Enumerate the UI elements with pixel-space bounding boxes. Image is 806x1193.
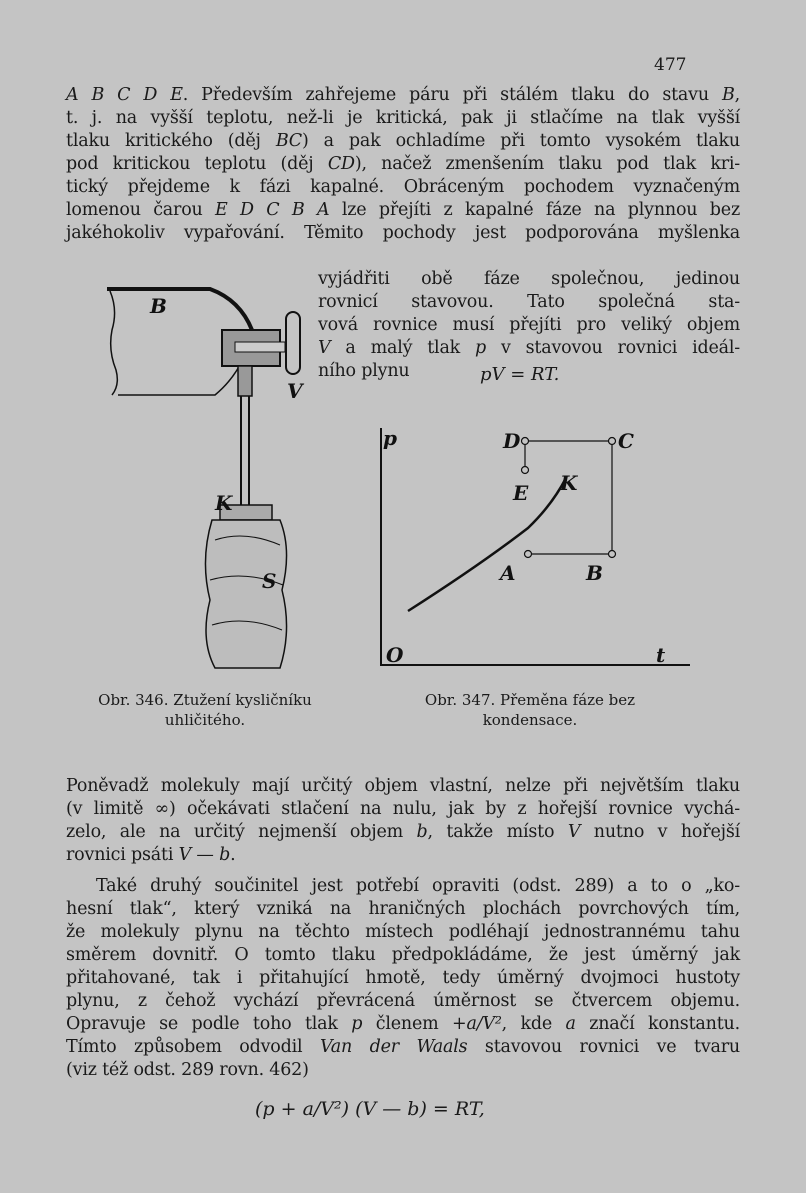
figure-347-diagram <box>380 428 690 666</box>
point-d <box>522 438 529 445</box>
text-segment: Poněvadž molekuly mají určitý objem vlastní, nelze při největším tlaku <box>66 776 740 796</box>
fig347-label-t: t <box>656 643 666 667</box>
italic-text: A B C D E <box>66 85 183 105</box>
italic-text: V <box>567 822 581 842</box>
figure-347-caption <box>400 690 660 730</box>
figure-346-caption <box>70 690 340 730</box>
italic-text: a <box>565 1014 576 1034</box>
italic-text: E D C B A <box>215 200 330 220</box>
ideal-gas-equation: pV = RT. <box>480 364 560 385</box>
italic-text: B <box>721 85 735 105</box>
fig346-label-v: V <box>287 379 303 403</box>
text-segment: (viz též odst. 289 rovn. 462) <box>66 1060 309 1080</box>
italic-text: BC <box>275 131 302 151</box>
fig347-label-b: B <box>586 561 603 585</box>
text-segment: , takže místo <box>427 822 568 842</box>
point-b <box>609 551 616 558</box>
caption-line: uhličitého. <box>164 711 246 729</box>
italic-text: p <box>475 338 487 358</box>
caption-line: kondensace. <box>482 711 578 729</box>
text-segment: plynu, z čehož vychází převrácená úměrnost se čtvercem objemu. <box>66 991 740 1011</box>
van-der-waals-equation: (p + a/V²) (V — b) = RT, <box>255 1098 485 1120</box>
text-segment: členem <box>362 1014 452 1034</box>
text-segment: jakéhokoliv vypařování. Těmito pochody jest podporována myšlenka <box>66 223 740 243</box>
text-segment: v stavovou rovnici ideál- <box>486 338 741 358</box>
text-segment: směrem dovnitř. O tomto tlaku předpokládáme, že jest úměrný jak <box>66 945 740 965</box>
fig347-label-a: A <box>500 561 516 585</box>
text-segment: Také druhý součinitel jest potřebí opraviti (odst. 289) a to o „ko- <box>96 876 740 896</box>
text-segment: tický přejdeme k fázi kapalné. Obráceným pochodem vyznačeným <box>66 177 740 197</box>
text-segment: hesní tlak“, který vzniká na hraničných plochách povrchových tím, <box>66 899 740 919</box>
text-segment: Opravuje se podle toho tlak <box>66 1014 352 1034</box>
italic-text: p <box>351 1014 363 1034</box>
text-segment: (v limitě ∞) očekávati stlačení na nulu, jak by z hořejší rovnice vychá- <box>66 799 740 819</box>
text-segment: . Především zahřejeme páru při stálém tlaku do stavu <box>182 85 722 105</box>
text-segment: , <box>734 85 740 105</box>
text-segment: že molekuly plynu na těchto místech podléhají jednostrannému tahu <box>66 922 740 942</box>
point-e <box>522 467 529 474</box>
caption-line: Obr. 346. Ztužení kysličníku <box>98 691 312 709</box>
italic-text: Van der Waals <box>319 1037 468 1057</box>
caption-line: Obr. 347. Přeměna fáze bez <box>424 691 636 709</box>
text-segment: a malý tlak <box>330 338 476 358</box>
text-segment: ), načež zmenšením tlaku pod tlak kri- <box>354 154 741 174</box>
text-segment: vová rovnice musí přejíti pro veliký objem <box>318 315 740 335</box>
text-segment: , kde <box>501 1014 566 1034</box>
italic-text: +a/V² <box>452 1014 502 1034</box>
fig346-label-k: K <box>215 491 233 515</box>
text-segment: zelo, ale na určitý nejmenší objem <box>66 822 417 842</box>
point-c <box>609 438 616 445</box>
text-segment: stavovou rovnici ve tvaru <box>467 1037 740 1057</box>
figure-346-apparatus <box>107 289 300 668</box>
curve-ok <box>408 478 566 611</box>
text-segment: ního plynu <box>318 361 410 381</box>
text-segment: tlaku kritického (děj <box>66 131 276 151</box>
text-segment: pod kritickou teplotu (děj <box>66 154 328 174</box>
fig347-label-k: K <box>560 471 578 495</box>
fig347-label-o: O <box>386 643 404 667</box>
fig346-label-s: S <box>262 569 277 593</box>
fig347-label-d: D <box>503 429 521 453</box>
text-segment: rovnicí stavovou. Tato společná sta- <box>318 292 740 312</box>
text-segment: ) a pak ochladíme při tomto vysokém tlaku <box>302 131 740 151</box>
italic-text: b <box>416 822 428 842</box>
text-segment: t. j. na vyšší teplotu, než-li je kritická, pak ji stlačíme na tlak vyšší <box>66 108 740 128</box>
text-segment: lze přejíti z kapalné fáze na plynnou bez <box>329 200 740 220</box>
text-segment: vyjádřiti obě fáze společnou, jedinou <box>318 269 740 289</box>
text-segment: nutno v hořejší <box>580 822 740 842</box>
fig346-label-b: B <box>150 294 167 318</box>
text-segment: Tímto způsobem odvodil <box>66 1037 320 1057</box>
italic-text: CD <box>327 154 355 174</box>
point-a <box>525 551 532 558</box>
text-segment: přitahované, tak i přitahující hmotě, tedy úměrný dvojmoci hustoty <box>66 968 740 988</box>
text-segment: rovnici psáti <box>66 845 179 865</box>
italic-text: V — b <box>178 845 231 865</box>
page-number: 477 <box>654 55 687 75</box>
text-segment: značí konstantu. <box>575 1014 740 1034</box>
fig347-label-c: C <box>618 429 634 453</box>
italic-text: V <box>318 338 331 358</box>
text-segment: . <box>230 845 236 865</box>
fig347-label-e: E <box>513 481 529 505</box>
text-segment: lomenou čarou <box>66 200 216 220</box>
fig347-label-p: p <box>383 426 397 450</box>
